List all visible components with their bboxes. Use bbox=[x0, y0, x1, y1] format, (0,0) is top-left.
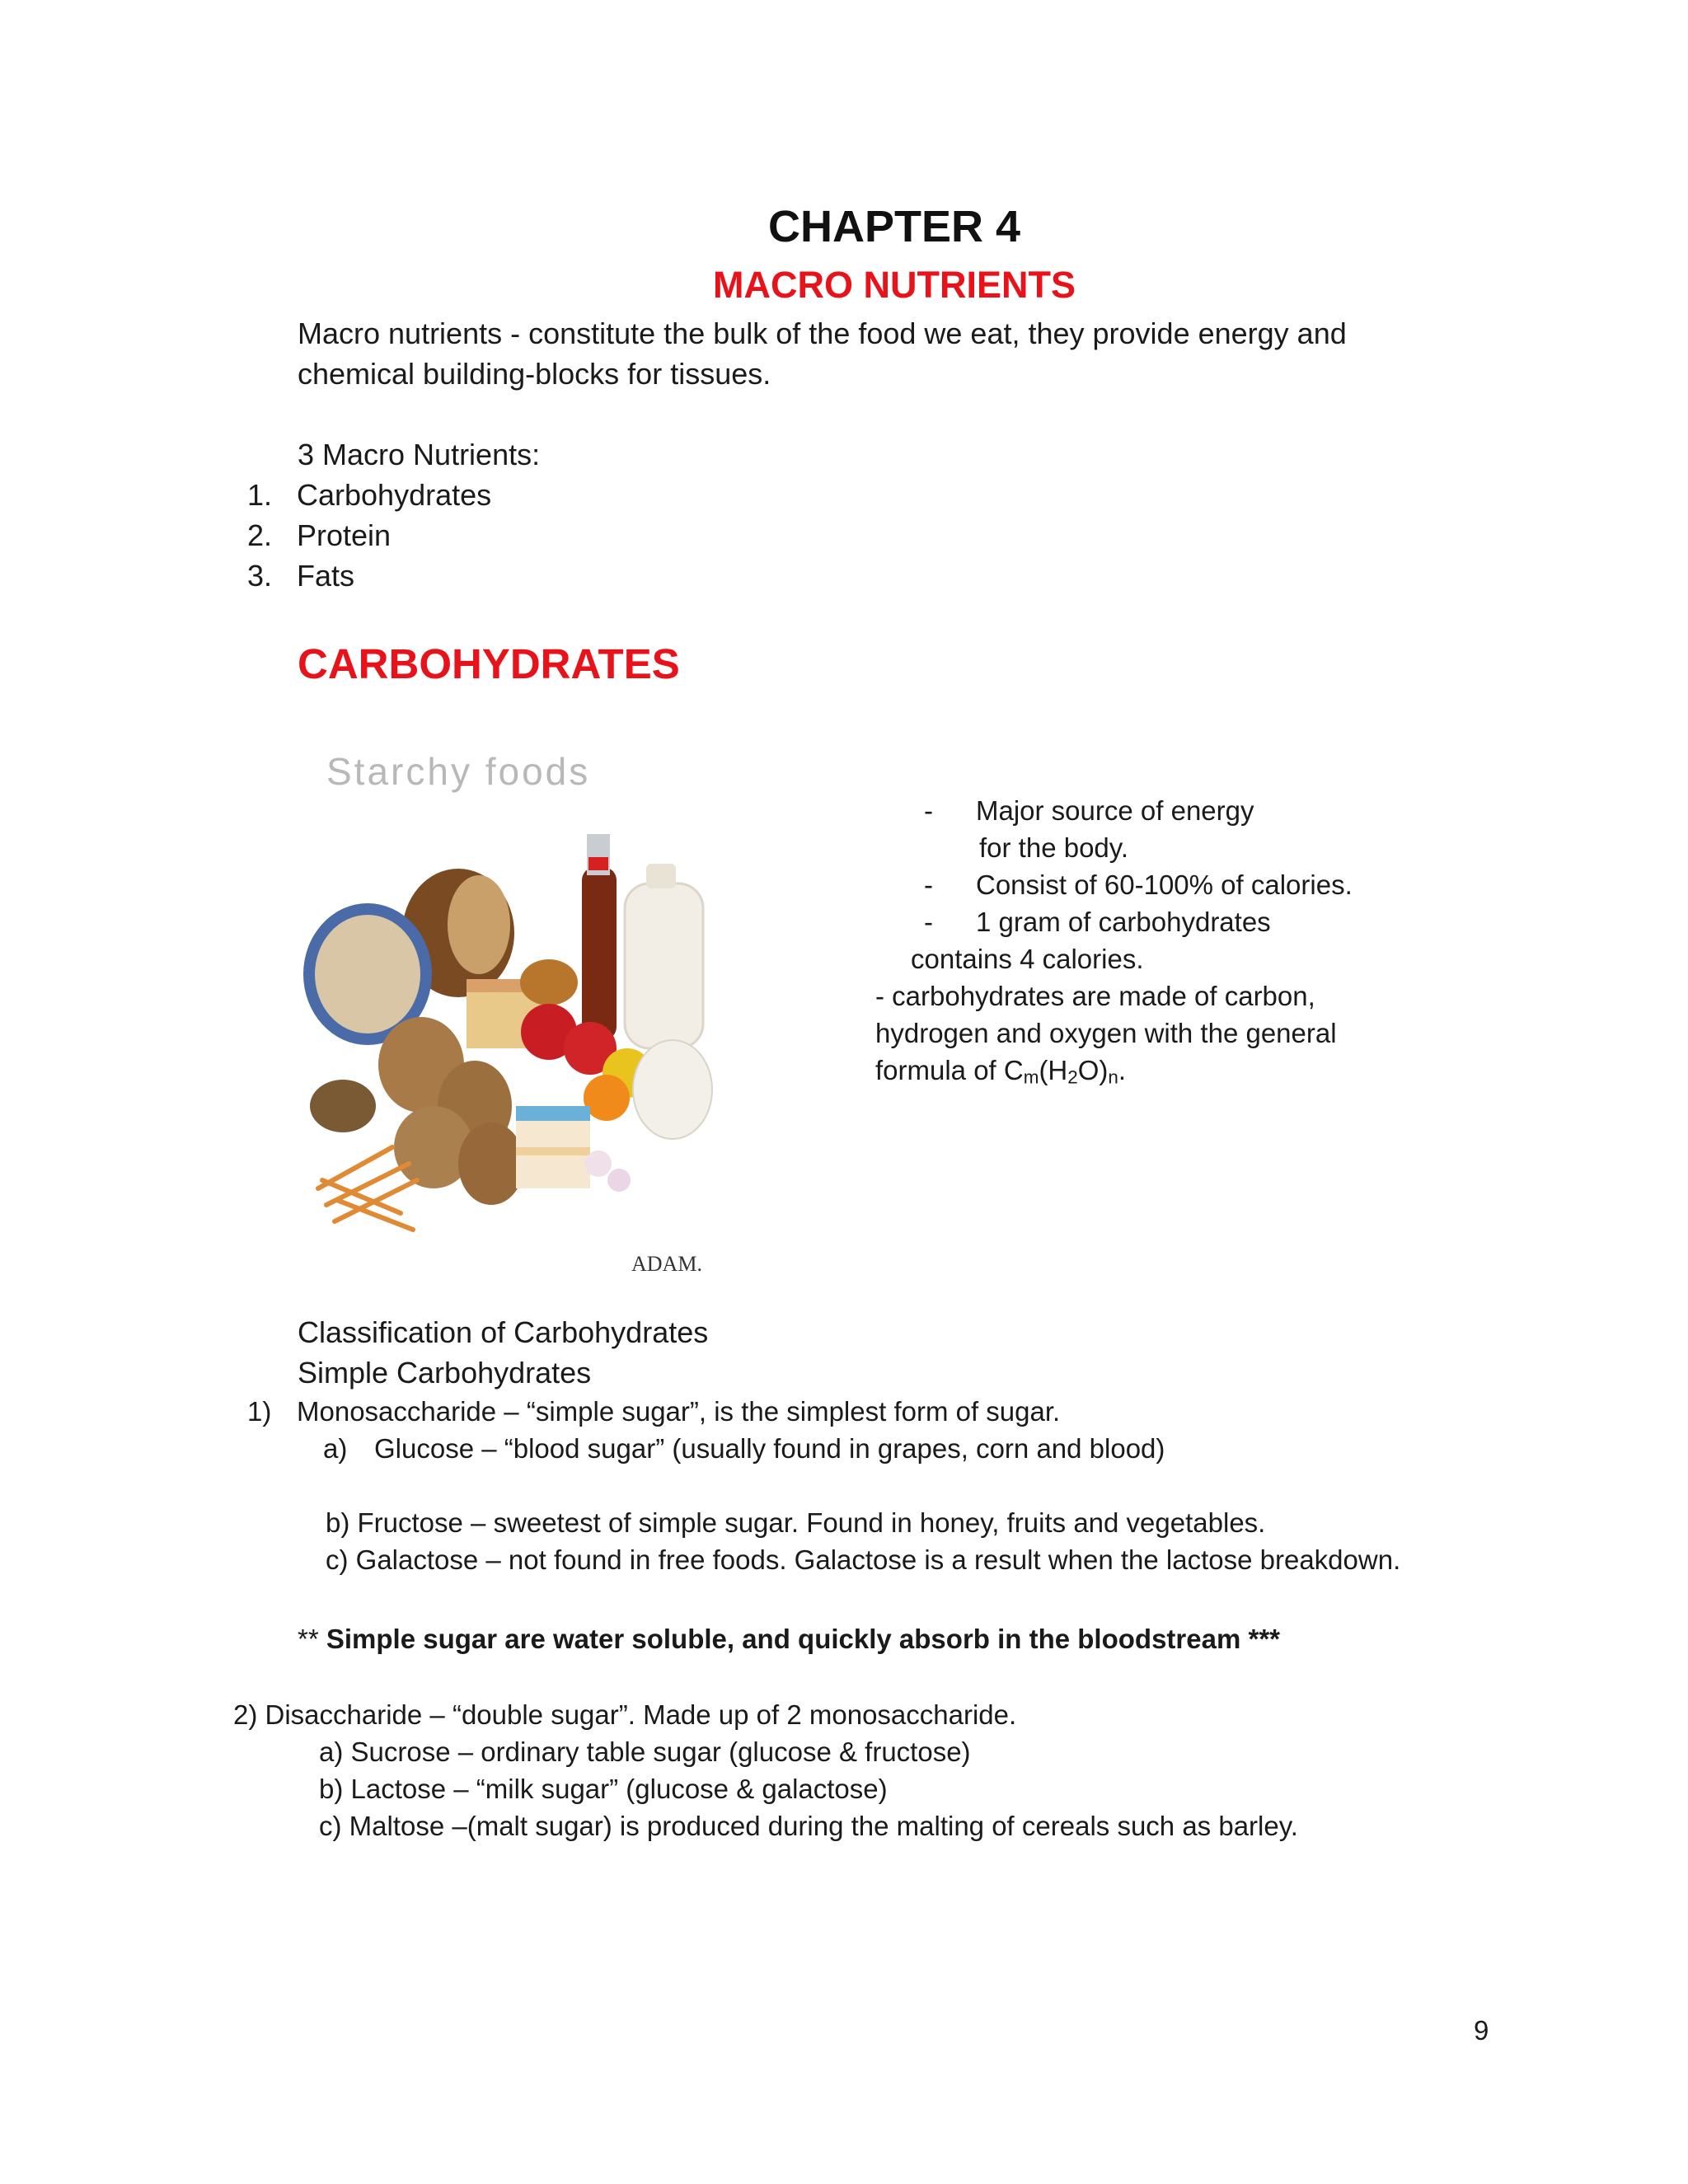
fact-gram: 1 gram of carbohydrates bbox=[976, 907, 1271, 937]
fact-energy-cont: for the body. bbox=[979, 832, 1129, 863]
list-letter: a) bbox=[323, 1433, 348, 1464]
orange bbox=[584, 1075, 630, 1121]
starchy-foods-image bbox=[302, 719, 734, 1287]
macro-list-item bbox=[247, 555, 354, 596]
macro-list-item bbox=[247, 515, 391, 555]
intro-line-1: Macro nutrients - constitute the bulk of the food we eat, they provide energy and bbox=[298, 316, 1347, 350]
simple-carbs-subtitle: Simple Carbohydrates bbox=[298, 1356, 592, 1390]
list-text: Carbohydrates bbox=[297, 478, 492, 512]
list-number: 3. bbox=[247, 559, 273, 593]
list-number: 1. bbox=[247, 478, 273, 512]
lactose-item: b) Lactose – “milk sugar” (glucose & galactose) bbox=[319, 1774, 888, 1804]
fact-composition-cont: hydrogen and oxygen with the general bbox=[875, 1018, 1337, 1048]
fact-energy: Major source of energy bbox=[976, 795, 1254, 826]
list-text: Protein bbox=[297, 518, 392, 552]
chapter-title: CHAPTER 4 bbox=[767, 202, 1021, 251]
image-caption: Starchy foods bbox=[326, 750, 591, 793]
chemical-formula: formula of $C_m(H_2O)_n$. bbox=[875, 1055, 1127, 1088]
solubility-note: ** Simple sugar are water soluble, and quickly absorb in the bloodstream *** bbox=[298, 1624, 1281, 1654]
monosaccharide-item bbox=[247, 1393, 1060, 1430]
disaccharide-item: 2) Disaccharide – “double sugar”. Made up of 2 monosaccharide. bbox=[233, 1699, 1017, 1730]
list-text: Glucose – “blood sugar” (usually found in grapes, corn and blood) bbox=[374, 1433, 1165, 1464]
milk-jug bbox=[625, 883, 703, 1048]
list-number: 2. bbox=[247, 518, 273, 552]
section-title: MACRO NUTRIENTS bbox=[713, 264, 1076, 306]
cereal bbox=[310, 1080, 376, 1132]
fact-dash: - bbox=[924, 795, 933, 826]
yogurt-jar bbox=[633, 1040, 712, 1139]
list-text: Fats bbox=[297, 559, 355, 593]
sucrose-item: a) Sucrose – ordinary table sugar (glucose & fructose) bbox=[319, 1736, 971, 1767]
macro-list-title: 3 Macro Nutrients: bbox=[298, 438, 541, 471]
fact-calories: Consist of 60-100% of calories. bbox=[976, 869, 1353, 900]
list-text: Monosaccharide – “simple sugar”, is the simplest form of sugar. bbox=[297, 1396, 1061, 1427]
fact-gram-cont: contains 4 calories. bbox=[911, 944, 1144, 974]
glucose-item bbox=[323, 1430, 1165, 1467]
fructose-item: b) Fructose – sweetest of simple sugar. Found in honey, fruits and vegetables. bbox=[326, 1507, 1266, 1538]
intro-line-2: chemical building-blocks for tissues. bbox=[298, 357, 771, 391]
maltose-item: c) Maltose –(malt sugar) is produced during the malting of cereals such as barley. bbox=[319, 1811, 1298, 1841]
fact-composition: - carbohydrates are made of carbon, bbox=[875, 981, 1315, 1011]
fact-dash: - bbox=[924, 869, 933, 900]
image-credit: ADAM. bbox=[631, 1252, 702, 1276]
macro-list-item bbox=[247, 475, 491, 515]
garlic bbox=[585, 1151, 612, 1177]
carbohydrates-heading: CARBOHYDRATES bbox=[298, 640, 680, 687]
syrup-bottle bbox=[582, 867, 617, 1040]
list-number: 1) bbox=[247, 1396, 272, 1427]
classification-title: Classification of Carbohydrates bbox=[298, 1315, 709, 1349]
page-number: 9 bbox=[1474, 2015, 1489, 2046]
fact-dash: - bbox=[924, 907, 933, 937]
galactose-item: c) Galactose – not found in free foods. Galactose is a result when the lactose breakdown. bbox=[326, 1544, 1401, 1575]
